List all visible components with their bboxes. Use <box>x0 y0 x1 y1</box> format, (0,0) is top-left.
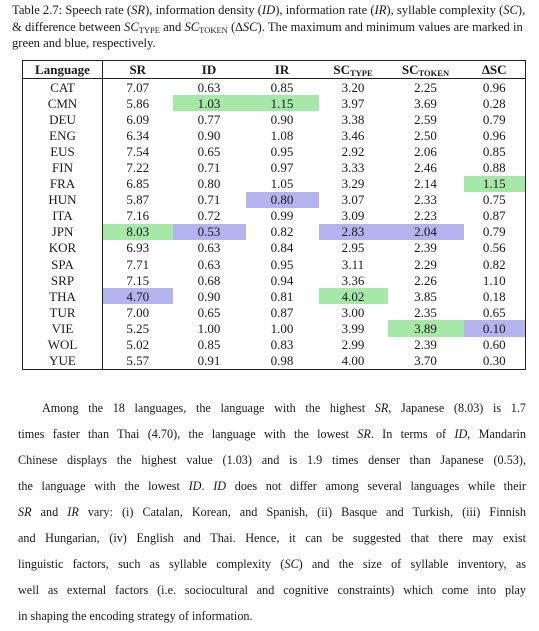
text-run: Among the 18 languages, the language with the highest <box>42 401 375 415</box>
value-cell: 2.99 <box>341 337 365 353</box>
text-run: ), information rate ( <box>275 3 375 17</box>
data-table-container <box>22 60 525 370</box>
value-cell: 0.72 <box>197 208 221 224</box>
text-run: ), syllable complexity ( <box>386 3 504 17</box>
column-header <box>464 61 526 79</box>
table-row <box>23 79 526 96</box>
value-cell: 2.83 <box>319 224 388 240</box>
table-row <box>23 304 526 320</box>
text-run: , Mandarin <box>467 427 527 441</box>
value-cell: 0.63 <box>197 240 221 256</box>
italic-term: SC <box>284 557 299 571</box>
value-cell: 0.95 <box>270 256 294 272</box>
value-cell: 7.71 <box>126 256 150 272</box>
value-cell: 3.20 <box>341 79 365 95</box>
column-header <box>246 61 319 79</box>
table-row <box>23 159 526 175</box>
table-row <box>23 176 526 192</box>
column-header-label: ∆SC <box>481 61 507 77</box>
column-header-label: ID <box>201 61 217 77</box>
column-header-label: IR <box>274 61 290 77</box>
text-run: ). The maximum and minimum values are marked in green and blue, respectively. <box>12 19 523 50</box>
table-row <box>23 111 526 127</box>
value-cell: 1.15 <box>464 176 526 192</box>
value-cell: 0.91 <box>173 353 246 370</box>
value-cell: 0.18 <box>464 288 526 304</box>
language-cell: FRA <box>23 176 103 192</box>
value-cell: 2.35 <box>414 304 437 320</box>
paragraph-line <box>18 499 526 525</box>
language-cell: ITA <box>23 208 103 224</box>
value-cell: 0.90 <box>270 111 294 127</box>
value-cell: 0.71 <box>197 192 221 208</box>
value-cell: 7.00 <box>126 304 150 320</box>
value-cell: 0.28 <box>464 95 526 111</box>
value-cell: 5.87 <box>126 192 150 208</box>
value-cell: 2.39 <box>414 337 437 353</box>
paragraph-line <box>18 421 526 447</box>
value-cell: 3.70 <box>388 353 464 370</box>
language-cell: JPN <box>23 224 103 240</box>
value-cell: 0.63 <box>197 79 221 95</box>
value-cell: 3.97 <box>341 95 365 111</box>
value-cell: 3.33 <box>341 160 365 176</box>
value-cell: 0.68 <box>197 272 221 288</box>
value-cell: 0.82 <box>464 256 526 272</box>
value-cell: 0.95 <box>270 143 294 159</box>
language-cell: EUS <box>23 143 103 159</box>
table-caption <box>12 2 530 52</box>
subscript: TYPE <box>138 24 160 35</box>
column-header <box>103 61 173 79</box>
italic-term: SR <box>374 401 389 415</box>
table-row <box>23 127 526 143</box>
value-cell: 0.60 <box>464 337 526 353</box>
text-run: . <box>201 479 214 493</box>
value-cell: 0.87 <box>270 304 294 320</box>
text-run: does not differ among several languages while their <box>226 479 526 493</box>
language-cell: KOR <box>23 240 103 256</box>
text-run: Speech rate ( <box>62 3 132 17</box>
value-cell: 2.95 <box>341 240 365 256</box>
value-cell: 8.03 <box>103 224 173 240</box>
value-cell: 2.46 <box>414 160 437 176</box>
column-header-label: SC <box>333 61 350 77</box>
value-cell: 0.85 <box>464 143 526 159</box>
language-cell: WOL <box>23 337 103 353</box>
text-run: vary: (i) Catalan, Korean, and Spanish, (ii) Basque and Turkish, (iii) Finnish <box>78 505 526 519</box>
table-row <box>23 288 526 304</box>
paragraph-line <box>18 577 526 603</box>
value-cell: 0.75 <box>464 192 526 208</box>
italic-term: ID <box>188 479 202 493</box>
value-cell: 7.16 <box>126 208 150 224</box>
column-header <box>388 61 464 79</box>
value-cell: 1.03 <box>173 95 246 111</box>
italic-term: SC <box>503 3 518 17</box>
value-cell: 3.36 <box>341 272 365 288</box>
text-run: ), information density ( <box>145 3 262 17</box>
value-cell: 3.38 <box>341 111 365 127</box>
value-cell: 6.93 <box>126 240 150 256</box>
value-cell: 0.82 <box>270 224 294 240</box>
value-cell: 0.56 <box>464 240 526 256</box>
italic-term: ID <box>454 427 468 441</box>
value-cell: 4.02 <box>319 288 388 304</box>
value-cell: 0.71 <box>197 160 221 176</box>
italic-term: SC <box>242 19 258 34</box>
value-cell: 2.04 <box>388 224 464 240</box>
text-run: Chinese displays the highest value (1.03) and is 1.9 times denser than Japanese (0.53), <box>18 453 526 467</box>
table-body <box>23 79 526 370</box>
language-cell: CAT <box>23 79 103 96</box>
value-cell: 1.00 <box>270 320 294 336</box>
value-cell: 0.96 <box>464 127 526 143</box>
paragraph-line <box>18 525 526 551</box>
value-cell: 2.23 <box>414 208 437 224</box>
value-cell: 2.26 <box>414 272 437 288</box>
text-run: times faster than Thai (4.70), the language with the lowest <box>18 427 358 441</box>
value-cell: 2.14 <box>414 176 437 192</box>
subscript: TYPE <box>349 67 373 78</box>
value-cell: 4.70 <box>103 288 173 304</box>
text-run: . In terms of <box>370 427 455 441</box>
value-cell: 3.07 <box>341 192 365 208</box>
italic-term: IR <box>67 505 79 519</box>
language-cell: VIE <box>23 320 103 336</box>
value-cell: 7.15 <box>126 272 150 288</box>
value-cell: 0.90 <box>197 127 221 143</box>
language-cell: SRP <box>23 272 103 288</box>
subscript: TOKEN <box>418 67 450 78</box>
value-cell: 2.39 <box>414 240 437 256</box>
value-cell: 5.86 <box>126 95 150 111</box>
value-cell: 6.09 <box>126 111 150 127</box>
table-caption-text <box>12 3 525 50</box>
value-cell: 3.99 <box>341 320 365 336</box>
value-cell: 2.06 <box>414 143 437 159</box>
table-header-row <box>23 61 526 79</box>
value-cell: 3.85 <box>414 288 437 304</box>
value-cell: 0.80 <box>246 192 319 208</box>
language-cell: YUE <box>23 353 103 370</box>
value-cell: 3.29 <box>341 176 365 192</box>
value-cell: 4.00 <box>319 353 388 370</box>
value-cell: 0.83 <box>270 337 294 353</box>
value-cell: 0.88 <box>464 159 526 175</box>
language-cell: THA <box>23 288 103 304</box>
table-row <box>23 208 526 224</box>
value-cell: 7.54 <box>126 143 150 159</box>
text-run: (∆ <box>227 19 243 34</box>
value-cell: 3.00 <box>341 304 365 320</box>
table-row <box>23 95 526 111</box>
value-cell: 5.02 <box>126 337 150 353</box>
text-run: and <box>159 19 185 34</box>
value-cell: 5.25 <box>126 320 150 336</box>
value-cell: 0.10 <box>464 320 526 336</box>
italic-term: SC <box>124 19 139 34</box>
value-cell: 6.85 <box>126 176 150 192</box>
value-cell: 3.09 <box>341 208 365 224</box>
italic-term: SR <box>357 427 371 441</box>
value-cell: 0.94 <box>270 272 294 288</box>
table-row <box>23 337 526 353</box>
column-header-label: SR <box>129 61 147 77</box>
value-cell: 0.63 <box>197 256 221 272</box>
value-cell: 1.08 <box>270 127 294 143</box>
value-cell: 0.98 <box>246 353 319 370</box>
value-cell: 0.65 <box>197 143 221 159</box>
language-cell: ENG <box>23 127 103 143</box>
table-row <box>23 272 526 288</box>
value-cell: 0.87 <box>464 208 526 224</box>
value-cell: 0.97 <box>270 160 294 176</box>
value-cell: 2.25 <box>414 79 437 95</box>
italic-term: IR <box>374 3 387 17</box>
value-cell: 0.53 <box>173 224 246 240</box>
value-cell: 1.05 <box>270 176 294 192</box>
value-cell: 0.84 <box>270 240 294 256</box>
value-cell: 7.07 <box>126 79 150 95</box>
paragraph-line <box>18 473 526 499</box>
paragraph-line <box>18 551 526 577</box>
value-cell: 0.77 <box>197 111 221 127</box>
column-header <box>23 61 103 79</box>
table-caption-label: Table 2.7: <box>12 3 63 17</box>
value-cell: 0.99 <box>270 208 294 224</box>
table-row <box>23 143 526 159</box>
table-row <box>23 256 526 272</box>
paragraph-line <box>18 603 526 629</box>
value-cell: 1.15 <box>246 95 319 111</box>
table-row <box>23 353 526 370</box>
table-row <box>23 224 526 240</box>
italic-term: SC <box>184 19 200 34</box>
value-cell: 3.46 <box>341 127 365 143</box>
value-cell: 3.69 <box>414 95 437 111</box>
value-cell: 0.90 <box>197 288 221 304</box>
table-row <box>23 192 526 208</box>
paragraph-line <box>18 395 526 421</box>
language-cell: HUN <box>23 192 103 208</box>
value-cell: 3.89 <box>388 320 464 336</box>
text-run: ), & difference between <box>12 3 526 34</box>
text-run: the language with the lowest <box>18 479 189 493</box>
language-cell: SPA <box>23 256 103 272</box>
paragraph-line <box>18 447 526 473</box>
value-cell: 0.81 <box>270 288 294 304</box>
text-run: and <box>31 505 68 519</box>
value-cell: 0.30 <box>464 353 526 370</box>
subscript: TOKEN <box>199 24 228 35</box>
value-cell: 0.96 <box>464 79 526 96</box>
column-header <box>173 61 246 79</box>
value-cell: 6.34 <box>126 127 150 143</box>
italic-term: ID <box>213 479 227 493</box>
value-cell: 2.33 <box>414 192 437 208</box>
value-cell: 1.00 <box>197 320 221 336</box>
italic-term: ID <box>261 3 276 17</box>
value-cell: 0.85 <box>270 79 294 95</box>
table-row <box>23 240 526 256</box>
table-row <box>23 320 526 336</box>
text-run: ) and the size of syllable inventory, as <box>298 557 527 571</box>
value-cell: 2.59 <box>414 111 437 127</box>
text-run: and Hungarian, (iv) English and Thai. Hence, it can be suggested that there may exist <box>18 531 526 545</box>
text-run: in shaping the encoding strategy of information. <box>18 609 253 623</box>
text-run: linguistic factors, such as syllable complexity ( <box>18 557 285 571</box>
value-cell: 1.10 <box>464 272 526 288</box>
value-cell: 0.79 <box>464 224 526 240</box>
value-cell: 2.29 <box>414 256 437 272</box>
text-run: , Japanese (8.03) is 1.7 <box>388 401 526 415</box>
value-cell: 0.85 <box>197 337 221 353</box>
italic-term: SR <box>131 3 146 17</box>
language-cell: CMN <box>23 95 103 111</box>
value-cell: 0.65 <box>197 304 221 320</box>
value-cell: 0.65 <box>464 304 526 320</box>
italic-term: SR <box>18 505 32 519</box>
value-cell: 5.57 <box>103 353 173 370</box>
value-cell: 2.92 <box>341 143 365 159</box>
language-cell: FIN <box>23 159 103 175</box>
data-table <box>22 60 526 370</box>
value-cell: 0.80 <box>197 176 221 192</box>
body-paragraph <box>18 395 526 629</box>
column-header-label: SC <box>401 61 419 77</box>
text-run: well as external factors (i.e. sociocultural and cognitive constraints) which come into play <box>18 583 526 597</box>
value-cell: 3.11 <box>341 256 365 272</box>
value-cell: 7.22 <box>126 160 150 176</box>
value-cell: 2.50 <box>414 127 437 143</box>
value-cell: 0.79 <box>464 111 526 127</box>
column-header <box>319 61 388 79</box>
column-header-label: Language <box>35 61 90 77</box>
language-cell: DEU <box>23 111 103 127</box>
language-cell: TUR <box>23 304 103 320</box>
